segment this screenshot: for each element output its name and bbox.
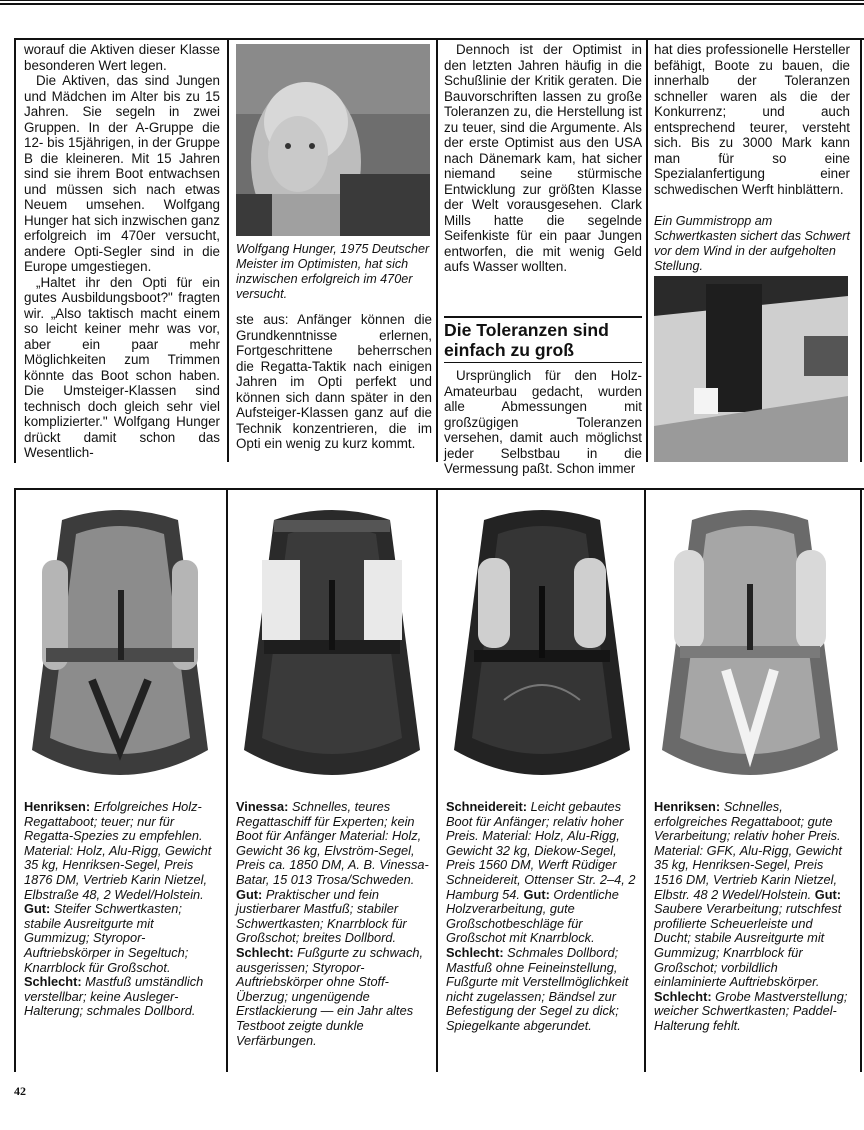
boat-schlecht-1: Mastfuß umständlich verstellbar; keine Ausleger-Halterung; schmales Dollbord. xyxy=(24,974,204,1019)
column-divider xyxy=(227,40,229,462)
boat-material-4: Material: GFK, Alu-Rigg, Gewicht 35 kg, Henriksen-Segel, Preis 1516 DM, Vertrieb Karin Nietzel, Elbstr. 48 2 Wedel/Holstein. xyxy=(654,842,842,902)
portrait-caption: Wolfgang Hunger, 1975 Deutscher Meister im Optimisten, hat sich inzwischen erfolgreich im 470er versucht. xyxy=(236,242,430,301)
boat-photo-1 xyxy=(22,500,218,790)
col1-paragraph-1: worauf die Aktiven dieser Klasse besonderen Wert legen. xyxy=(24,42,220,73)
headline-line-1: Die Toleranzen sind xyxy=(444,320,609,340)
col1-paragraph-2: Die Aktiven, das sind Jungen und Mädchen im Alter bis zu 15 Jahren. Sie segeln in zwei Gruppen. In der A-Gruppe die 12- bis 15jährigen, in der Gruppe B die kleineren. Mit 15 Jahren sind sie ihrem Boot entwachsen und müssen sich nach etwas Neuem umsehen. Wolfgang Hunger hat sich inzwischen ganz erfolgreich im 470er versucht, andere Opti-Segler sind in die Europe umgestiegen. xyxy=(24,73,220,274)
boat-summary-1: Erfolgreiches Holz-Regattaboot; teuer; nur für Regatta-Spezies zu empfehlen. xyxy=(24,799,203,844)
boat-schlecht-label-3: Schlecht: xyxy=(446,944,504,960)
detail-caption: Ein Gummistropp am Schwertkasten sichert das Schwert vor dem Wind in der aufgeholten Stellung. xyxy=(654,214,850,273)
top-rule xyxy=(0,0,864,5)
boat-gut-1: Steifer Schwertkasten; stabile Ausreitgurte mit Gummizug; Styropor-Auftriebskörper in Segeltuch; Knarrblock für Großschot. xyxy=(24,901,189,975)
boat-gut-label-1: Gut: xyxy=(24,901,51,917)
column-divider xyxy=(646,40,648,462)
col3-paragraph-2: Ursprünglich für den Holz-Amateurbau gedacht, wurden alle Abmessungen mit großzügigen Toleranzen versehen, damit auch möglichst jeder Selbstbau in die Vermessung paßt. Schon immer xyxy=(444,368,642,476)
article-column-3-bottom xyxy=(444,368,642,477)
boat-photo-2 xyxy=(234,500,430,790)
boat-schlecht-4: Grobe Mastverstellung; weicher Schwertkasten; Paddel-Halterung fehlt. xyxy=(654,988,848,1033)
article-column-4 xyxy=(654,42,850,197)
boat-name-3: Schneidereit: xyxy=(446,799,528,814)
boat-schlecht-label-1: Schlecht: xyxy=(24,974,82,990)
boat-gut-label-3: Gut: xyxy=(523,886,550,902)
boat-schlecht-label-2: Schlecht: xyxy=(236,944,294,960)
portrait-photo xyxy=(236,44,430,236)
boat-material-2: Material: Holz, Gewicht 36 kg, Elvström-Segel, Preis ca. 1850 DM, A. B. Vinessa-Batar, 15 013 Trosa/Schweden. xyxy=(236,828,429,887)
boat-schlecht-label-4: Schlecht: xyxy=(654,988,712,1004)
boat-material-3: Material: Holz, Alu-Rigg, Gewicht 32 kg, Diekow-Segel, Preis 1560 DM, Werft Rüdiger Schneidereit, Ottenser Str. 2–4, 2 Hamburg 54. xyxy=(446,828,636,902)
boat-divider xyxy=(436,490,438,1072)
boat-entry-4 xyxy=(648,490,850,1072)
col1-paragraph-3: „Haltet ihr den Opti für ein gutes Ausbildungsboot?" fragten wir. „Also taktisch macht einem so leicht keiner mehr was vor, aber ein paar mehr Möglichkeiten zum Trimmen könnte das Boot schon haben. Die Umsteiger-Klassen sind technisch doch gleich sehr viel komplizierter." Wolfgang Hunger drückt damit schon das Wesentlich- xyxy=(24,274,220,460)
boat-material-1: Material: Holz, Alu-Rigg, Gewicht 35 kg, Henriksen-Segel, Preis 1876 DM, Vertrieb Karin Nietzel, Elbstraße 48, 2 Wedel/Holstein. xyxy=(24,842,212,902)
page-number: 42 xyxy=(14,1084,26,1098)
boat-summary-3: Leicht gebautes Boot für Anfänger; relativ hoher Preis. xyxy=(446,799,624,844)
article-column-3-top xyxy=(444,42,642,275)
article-column-1 xyxy=(24,42,220,461)
col3-paragraph-1: Dennoch ist der Optimist in den letzten Jahren häufig in die Schußlinie der Kritik geraten. Die Bauvorschriften lassen zu große Toleranzen zu, die Herstellung ist zu teuer, sind die Argumente. Als der erste Optimist aus den USA nach Dänemark kam, hat sicher niemand seine stürmische Entwicklung zur größten Klasse der Welt vorausgesehen. Clark Mills hatte die segelnde Seifenkiste für ein paar Jungen entworfen, die mit wenig Geld aufs Wasser wollten. xyxy=(444,42,642,274)
boat-gut-4: Saubere Verarbeitung; rutschfest profilierte Scheuerleiste und Ducht; stabile Ausreitgurte mit Gummizug; Knarrblock für Großschot; vorbildlich einlaminierte Auftriebskörper. xyxy=(654,901,842,990)
boat-name-1: Henriksen: xyxy=(24,799,91,814)
boat-description-3 xyxy=(446,800,642,1034)
column-divider xyxy=(436,40,438,462)
boat-entry-1 xyxy=(18,490,220,1072)
boat-schlecht-3: Schmales Dollbord; Mastfuß ohne Feineinstellung, Fußgurte mit Verstellmöglichkeit nicht zugelassen; Bändsel zur Befestigung der Segel zu dick; Spiegelkante abgerundet. xyxy=(446,944,629,1033)
boat-schlecht-2: Fußgurte zu schwach, ausgerissen; Styropor-Auftriebskörper ohne Stoff-Überzug; ungenügende Erstlackierung — ein Jahr altes Testboot zeigte dunkle Verfärbungen. xyxy=(236,944,424,1048)
centerboard-photo xyxy=(654,276,848,462)
boat-divider xyxy=(644,490,646,1072)
article-column-2 xyxy=(236,312,432,452)
boat-summary-4: Schnelles, erfolgreiches Regattaboot; gute Verarbeitung; relativ hoher Preis. xyxy=(654,799,841,844)
boat-summary-2: Schnelles, teures Regattaschiff für Experten; kein Boot für Anfänger xyxy=(236,799,415,844)
boat-photo-3 xyxy=(444,500,640,790)
headline-line-2: einfach zu groß xyxy=(444,340,575,360)
boat-gut-3: Ordentliche Holzverarbeitung, gute Großschotbeschläge für Großschot mit Knarrblock. xyxy=(446,886,619,946)
boat-description-4 xyxy=(654,800,850,1034)
col2-paragraph: ste aus: Anfänger können die Grundkenntnisse erlernen, Fortgeschrittene beherrschen die Regatta-Taktik nach einigen Jahren im Opti perfekt und können sich dann später in den Aufsteiger-Klassen ganz auf die Technik konzentrieren, die im Opti ein wenig zu kurz kommt. xyxy=(236,312,432,451)
boat-name-2: Vinessa: xyxy=(236,799,289,814)
boat-gut-label-4: Gut: xyxy=(814,886,842,902)
boat-description-2 xyxy=(236,800,432,1048)
boat-gut-2: Praktischer und fein justierbarer Mastfuß; stabiler Schwertkasten; Knarrblock für Großschot; breites Dollbord. xyxy=(236,886,407,946)
right-edge-rule xyxy=(860,490,862,1072)
boat-name-4: Henriksen: xyxy=(654,799,721,814)
right-edge-rule xyxy=(860,40,862,462)
boat-gut-label-2: Gut: xyxy=(236,886,263,902)
boat-description-1 xyxy=(24,800,220,1019)
col4-paragraph: hat dies professionelle Hersteller befähigt, Boote zu bauen, die innerhalb der Toleranzen schneller waren als die der Konkurrenz; und auch entsprechend teurer, versteht sich. Bis zu 3000 Mark kann man für so eine Spezialanfertigung einer schwedischen Werft hinblättern. xyxy=(654,42,850,197)
boat-divider xyxy=(226,490,228,1072)
boat-photo-4 xyxy=(652,500,848,790)
boat-entry-3 xyxy=(440,490,642,1072)
section-headline xyxy=(444,316,642,363)
boat-entry-2 xyxy=(230,490,432,1072)
